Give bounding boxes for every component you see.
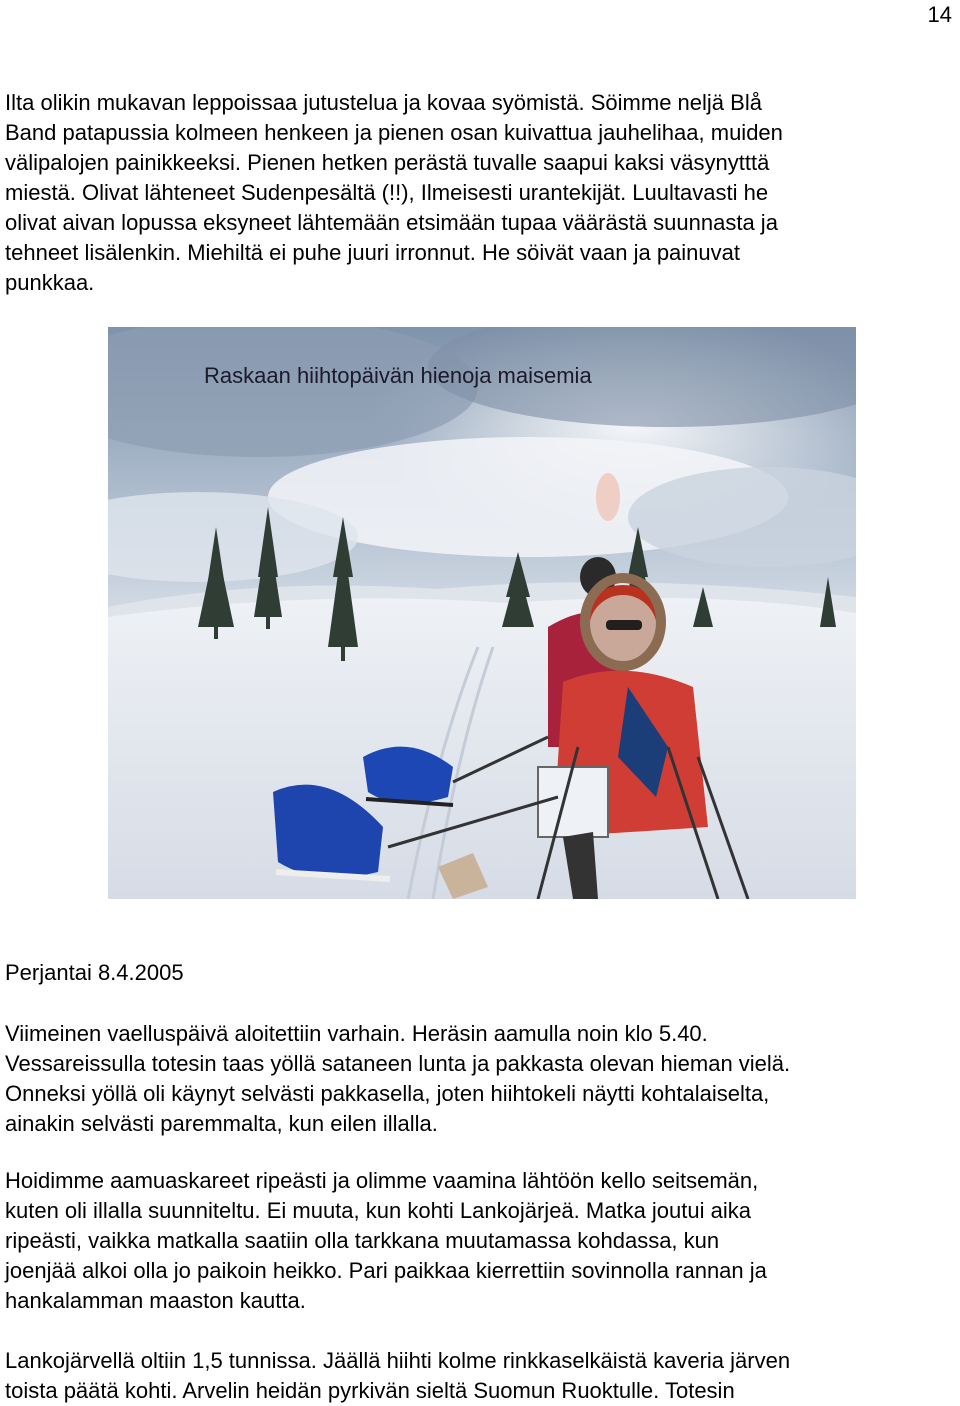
page-number: 14: [927, 2, 952, 27]
date-text: Perjantai 8.4.2005: [5, 960, 184, 985]
text-line: Hoidimme aamuaskareet ripeästi ja olimme vaamina lähtöön kello seitsemän,: [5, 1168, 759, 1193]
text-line: Vessareissulla totesin taas yöllä sataneen lunta ja pakkasta olevan hieman vielä.: [5, 1051, 791, 1076]
text-line: hankalamman maaston kautta.: [5, 1288, 306, 1313]
text-line: olivat aivan lopussa eksyneet lähtemään etsimään tupaa väärästä suunnasta ja: [5, 210, 778, 235]
text-line: Ilta olikin mukavan leppoissaa jutustelua ja kovaa syömistä. Söimme neljä Blå: [5, 90, 762, 115]
text-line: Viimeinen vaelluspäivä aloitettiin varhain. Heräsin aamulla noin klo 5.40.: [5, 1021, 708, 1046]
text-line: miestä. Olivat lähteneet Sudenpesältä (!!), Ilmeisesti urantekijät. Luultavasti he: [5, 180, 769, 205]
text-line: joenjää alkoi olla jo paikoin heikko. Pari paikkaa kierrettiin sovinnolla rannan ja: [5, 1258, 767, 1283]
photo-caption: Raskaan hiihtopäivän hienoja maisemia: [204, 363, 592, 388]
text-line: Band patapussia kolmeen henkeen ja pienen osan kuivattua jauhelihaa, muiden: [5, 120, 783, 145]
date-heading: [5, 958, 955, 988]
text-line: Onneksi yöllä oli käynyt selvästi pakkasella, joten hiihtokeli näytti kohtalaiselta,: [5, 1081, 770, 1106]
paragraph-lake: [5, 1346, 955, 1406]
text-line: punkkaa.: [5, 270, 95, 295]
text-line: toista päätä kohti. Arvelin heidän pyrkivän sieltä Suomun Ruoktulle. Totesin: [5, 1378, 735, 1403]
text-line: kuten oli illalla suunniteltu. Ei muuta, kun kohti Lankojärjeä. Matka joutui aika: [5, 1198, 751, 1223]
text-line: ainakin selvästi paremmalta, kun eilen illalla.: [5, 1111, 438, 1136]
text-line: Lankojärvellä oltiin 1,5 tunnissa. Jäällä hiihti kolme rinkkaselkäistä kaveria järven: [5, 1348, 791, 1373]
text-line: tehneet lisälenkin. Miehiltä ei puhe juuri irronnut. He söivät vaan ja painuvat: [5, 240, 740, 265]
text-line: ripeästi, vaikka matkalla saatiin olla tarkkana muutamassa kohdassa, kun: [5, 1228, 720, 1253]
ski-trip-photo: [108, 327, 856, 899]
paragraph-evening: [5, 88, 955, 298]
text-line: välipalojen painikkeeksi. Pienen hetken perästä tuvalle saapui kaksi väsynytttä: [5, 150, 770, 175]
paragraph-departure: [5, 1166, 955, 1316]
paragraph-morning: [5, 1019, 955, 1139]
